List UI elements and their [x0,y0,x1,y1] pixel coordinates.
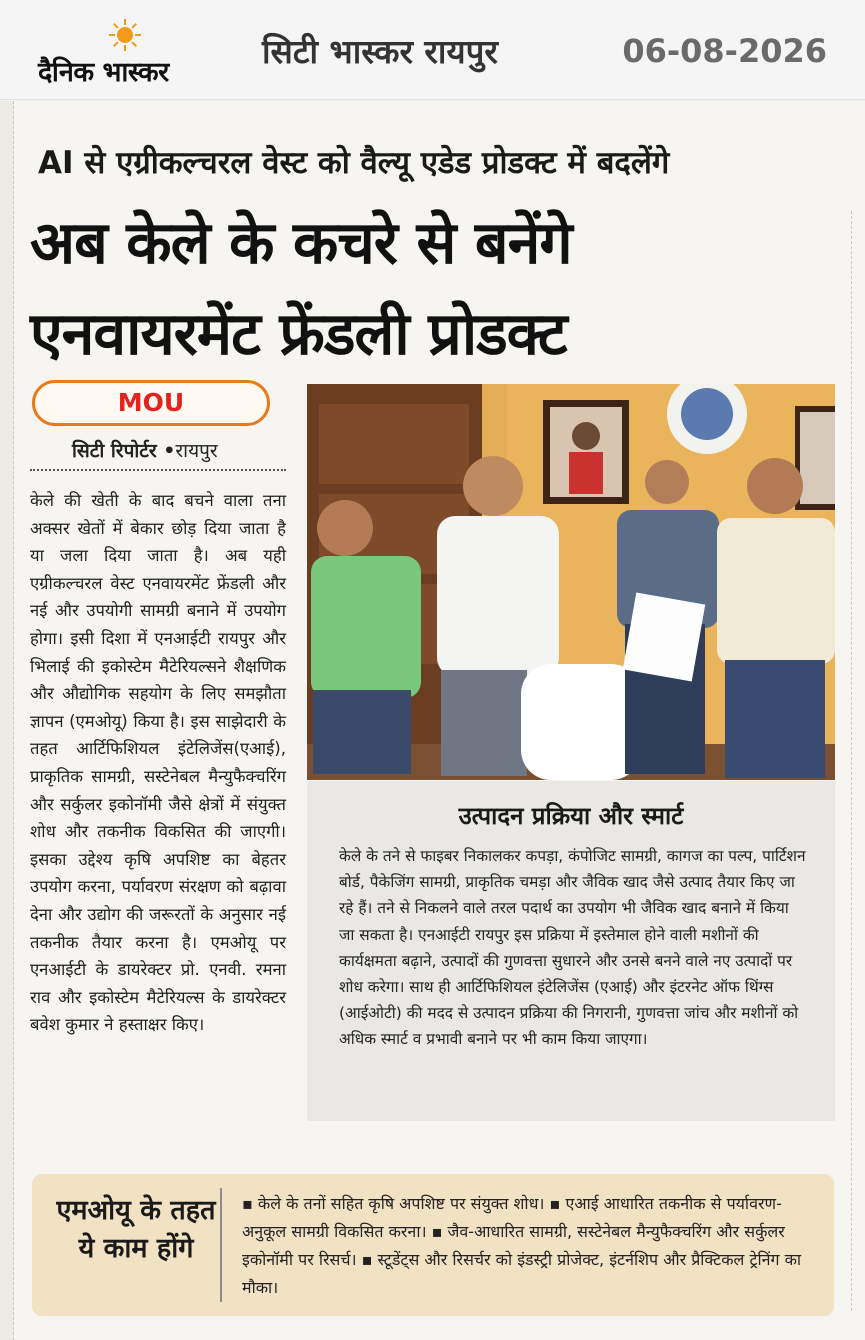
byline-location: रायपुर [175,440,218,462]
top-bar [0,0,865,100]
mou-badge: MOU [32,380,270,426]
info-box-title: उत्पादन प्रक्रिया और स्मार्ट [458,802,684,830]
headline-line-1: अब केले के कचरे से बनेंगे [30,208,572,277]
summary-text: ▪ केले के तनों सहित कृषि अपशिष्ट पर संयुक्त शोध। ▪ एआई आधारित तकनीक से पर्यावरण-अनुकूल सामग्री विकसित करना। ▪ जैव-आधारित सामग्री, सस्टेनेबल मैन्युफैक्चरिंग और सर्कुलर इकोनॉमी पर रिसर्च। ▪ स्टूडेंट्स और रिसर्चर को इंडस्ट्री प्रोजेक्ट, इंटर्नशिप और प्रैक्टिकल ट्रेनिंग का मौका। [242,1194,802,1297]
logo-text: दैनिक भास्कर [38,57,169,88]
summary-title: एमओयू के तहत ये काम होंगे [56,1195,216,1264]
byline-reporter: सिटी रिपोर्टर [72,440,157,462]
article-body: केले की खेती के बाद बचने वाला तना अक्सर खेतों में बेकार छोड़ दिया जाता है या जला दिया जाता है। अब यही एग्रीकल्चरल वेस्ट एनवायरमेंट फ्रेंडली और नई और उपयोगी सामग्री बनाने में उपयोग होगा। इसी दिशा में एनआईटी रायपुर और भिलाई की इकोस्टेम मैटेरियल्सने शैक्षणिक और औद्योगिक सहयोग के लिए समझौता ज्ञापन (एमओयू) किया है। इस साझेदारी के तहत आर्टिफिशियल इंटेलिजेंस(एआई), प्राकृतिक सामग्री, सस्टेनेबल मैन्युफैक्चरिंग और सर्कुलर इकोनॉमी जैसे क्षेत्रों में संयुक्त शोध और तकनीक विकसित की जाएगी। इसका उद्देश्य कृषि अपशिष्ट का बेहतर उपयोग करना, पर्यावरण संरक्षण को बढ़ावा देना और उद्योग की जरूरतों के अनुसार नई तकनीक तैयार करना है। एमओयू पर एनआईटी के डायरेक्टर प्रो. एनवी. रमना राव और इकोस्टेम मैटेरियल्स के डायरेक्टर बवेश कुमार ने हस्ताक्षर किए। [30,491,286,1035]
headline-line-2: एनवायरमेंट फ्रेंडली प्रोडक्ट [30,299,567,368]
photo-illustration [307,384,835,780]
left-column-edge [0,101,14,1340]
byline-divider [30,469,286,471]
mou-summary-box [32,1174,834,1316]
dainik-bhaskar-logo[interactable] [38,16,218,86]
right-column-edge [851,211,865,1311]
byline: सिटी रिपोर्टर •रायपुर [72,440,218,462]
info-box-text: केले के तने से फाइबर निकालकर कपड़ा, कंपोजिट सामग्री, कागज का पल्प, पार्टिशन बोर्ड, पैकेजिंग सामग्री, प्राकृतिक चमड़ा और जैविक खाद जैसे उत्पाद तैयार किए जा रहे हैं। तने से निकलने वाले तरल पदार्थ का उपयोग भी जैविक खाद बनाने में किया जा सकता है। एनआईटी रायपुर इस प्रक्रिया में इस्तेमाल होने वाली मशीनों की कार्यक्षमता बढ़ाने, उत्पादों की गुणवत्ता सुधारने और उनसे बनने वाले नए उत्पादों पर शोध करेगा। साथ ही आर्टिफिशियल इंटेलिजेंस (एआई) और इंटरनेट ऑफ थिंग्स (आईओटी) की मदद से उत्पादन प्रक्रिया की निगरानी, गुणवत्ता जांच और मशीनों को अधिक स्मार्ट व प्रभावी बनाने पर भी काम किया जाएगा। [339,847,806,1049]
mou-signing-photo [307,384,835,780]
sun-icon [108,18,142,52]
edition-title: सिटी भास्कर रायपुर [262,32,498,71]
newspaper-page [0,101,865,1340]
edition-date[interactable]: 06-08-2026 [622,32,827,70]
summary-divider [220,1188,222,1302]
article-kicker: AI से एग्रीकल्चरल वेस्ट को वैल्यू एडेड प्रोडक्ट में बदलेंगे [38,145,670,181]
process-info-box [307,781,835,1121]
